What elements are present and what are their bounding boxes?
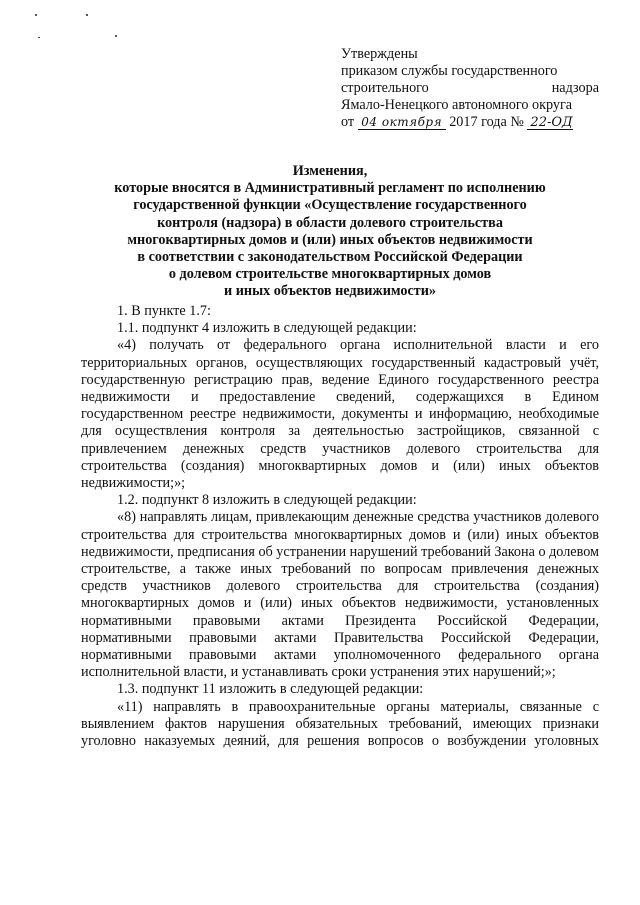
- approval-line: Утверждены: [341, 46, 418, 62]
- scan-speck: [86, 14, 88, 16]
- title-line: контроля (надзора) в области долевого строительства: [157, 214, 503, 231]
- subsection-heading: 1.1. подпункт 4 изложить в следующей редакции:: [117, 320, 417, 337]
- section-heading: 1. В пункте 1.7:: [117, 303, 211, 319]
- subsection-heading: 1.3. подпункт 11 изложить в следующей редакции:: [117, 681, 424, 698]
- approval-word: строительного: [341, 80, 429, 96]
- title-line: в соответствии с законодательством Российской Федерации: [137, 249, 523, 266]
- approval-line: [341, 80, 599, 97]
- scan-speck: [38, 37, 40, 38]
- approval-stamp-block: [341, 46, 599, 131]
- body-paragraph: «4) получать от федерального органа исполнительной власти и его территориальных органов, осуществляющих государственный кадастровый учёт, государственную регистрацию прав, ведение Единого государственного реестра недвижимости и предоставление сведений, содержащихся в Едином государственном реестре недвижимости, документы и информацию, необходимые для осуществления контроля за деятельностью застройщиков, связанной с привлечением денежных средств участников долевого строительства для строительства (создания) многоквартирных домов и (или) иных объектов недвижимости;»;: [81, 337, 599, 492]
- title-line: многоквартирных домов и (или) иных объектов недвижимости: [127, 231, 533, 248]
- date-prefix: от: [341, 114, 355, 130]
- scan-speck: [115, 35, 117, 37]
- approval-word: надзора: [551, 80, 599, 96]
- approval-line: приказом службы государственного: [341, 63, 558, 79]
- title-line: Изменения,: [292, 163, 368, 179]
- title-line: и иных объектов недвижимости»: [224, 283, 436, 300]
- body-paragraph: «11) направлять в правоохранительные органы материалы, связанные с выявлением фактов нарушения обязательных требований, имеющих признаки уголовно наказуемых деяний, для решения вопросов о возбуждении уголовных: [81, 698, 599, 750]
- title-line: государственной функции «Осуществление государственного: [133, 197, 527, 214]
- approval-line: Ямало-Ненецкого автономного округа: [341, 97, 573, 113]
- approval-date-line: [341, 114, 599, 131]
- scan-speck: [35, 14, 37, 16]
- document-body: [81, 303, 599, 750]
- document-title: [110, 163, 550, 301]
- title-line: о долевом строительстве многоквартирных домов: [168, 266, 492, 283]
- body-paragraph: «8) направлять лицам, привлекающим денежные средства участников долевого строительства для строительства многоквартирных домов и (или) иных объектов недвижимости, предписания об устранении нарушений требований Закона о долевом строительстве, а также иных требований по вопросам привлечения денежных средств участников долевого строительства для строительства (создания) многоквартирных домов и (или) иных объектов недвижимости, установленных нормативными правовыми актами Президента Российской Федерации, нормативными правовыми актами Правительства Российской Федерации, нормативными правовыми актами уполномоченного федерального органа исполнительной власти, и устанавливать сроки устранения этих нарушений;»;: [81, 509, 599, 681]
- handwritten-order-number: 22-ОД: [527, 116, 573, 130]
- title-line: которые вносятся в Административный регламент по исполнению: [114, 180, 546, 197]
- handwritten-date: 04 октября: [358, 116, 446, 130]
- date-suffix: 2017 года №: [449, 114, 524, 130]
- subsection-heading: 1.2. подпункт 8 изложить в следующей редакции:: [117, 492, 417, 509]
